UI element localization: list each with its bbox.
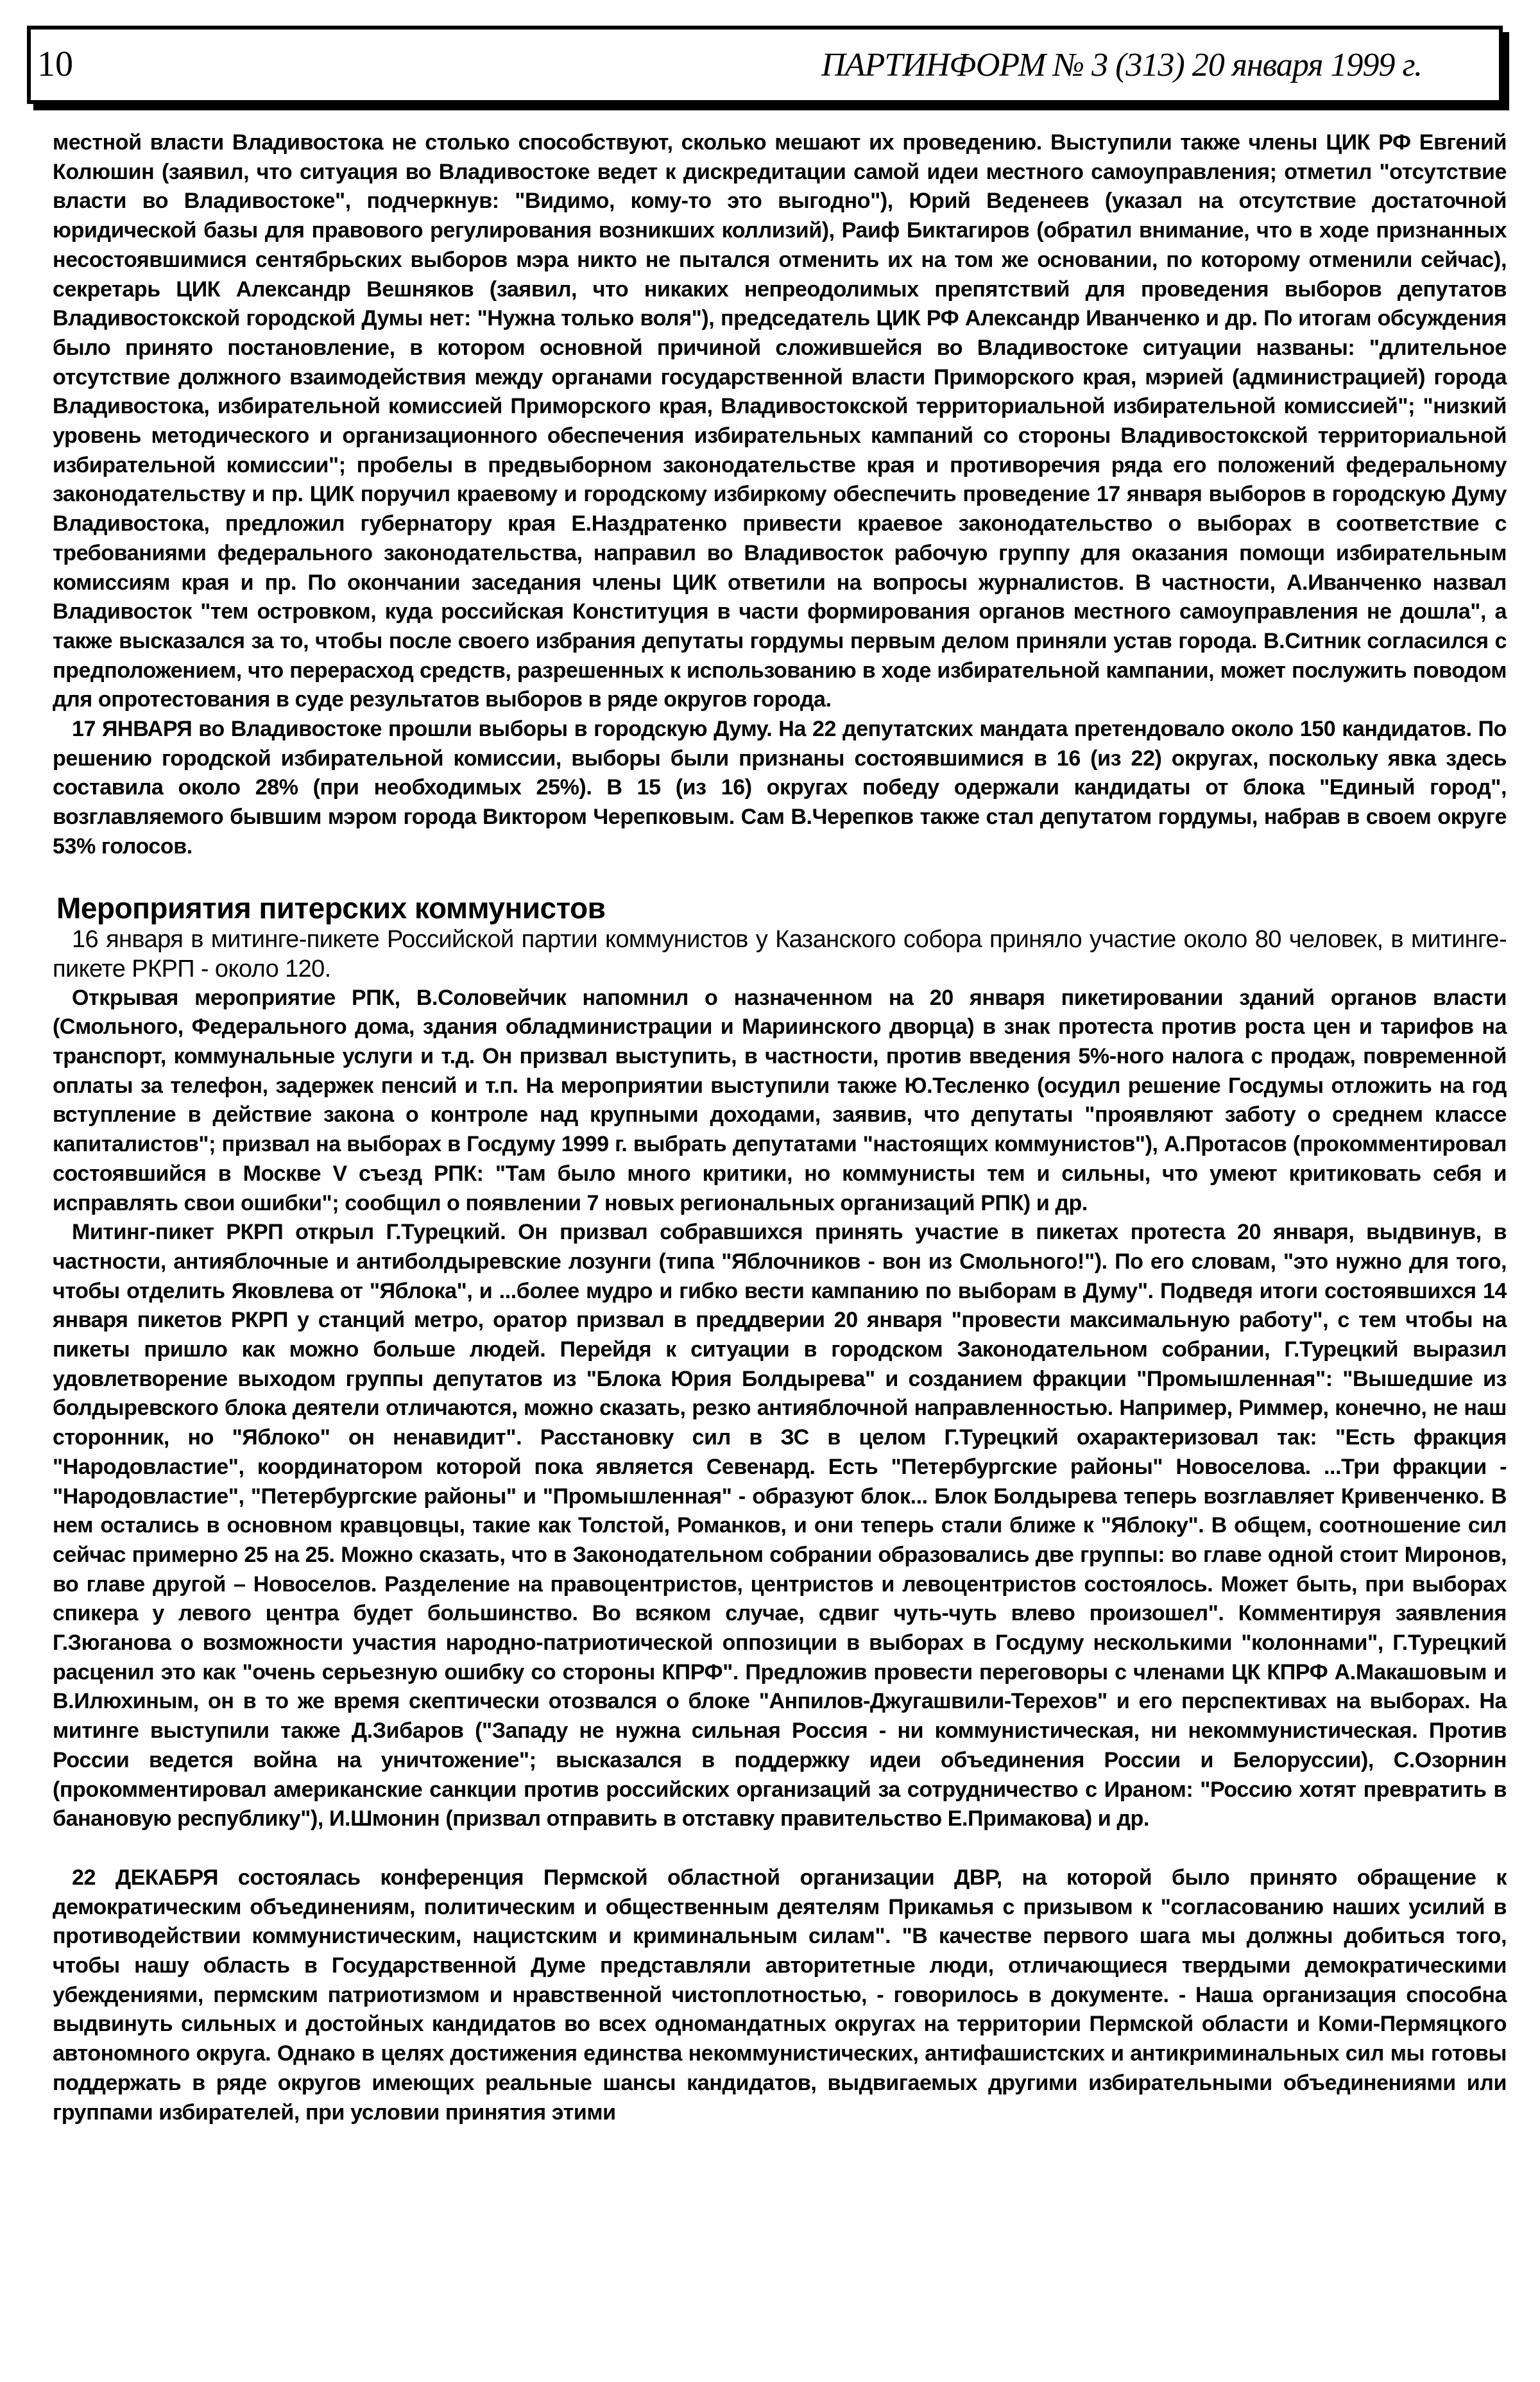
issue-title: ПАРТИНФОРМ № 3 (313) 20 января 1999 г. [821,47,1422,83]
page-number: 10 [37,44,73,84]
article-paragraph: местной власти Владивостока не столько способствуют, сколько мешают их проведению. Выступили также члены ЦИК РФ Евгений Колюшин (заявил, что ситуация во Владивостоке ведет к дискредитации самой идеи местного самоуправления; отметил "отсутствие власти во Владивостоке", подчеркнув: "Видимо, кому-то это выгодно"), Юрий Веденеев (указал на отсутствие достаточной юридической базы для правового регулирования возникших коллизий), Раиф Биктагиров (обратил внимание, что в ходе признанных несостоявшимися сентябрьских выборов мэра никто не пытался отменить их на том же основании, по которому отменили сейчас), секретарь ЦИК Александр Вешняков (заявил, что никаких непреодолимых препятствий для проведения выборов депутатов Владивостокской городской Думы нет: "Нужна только воля"), председатель ЦИК РФ Александр Иванченко и др. По итогам обсуждения было принято постановление, в котором основной причиной сложившейся во Владивостоке ситуации названы: "длительное отсутствие должного взаимодействия между органами государственной власти Приморского края, мэрией (администрацией) города Владивостока, избирательной комиссией Приморского края, Владивостокской территориальной избирательной комиссией"; "низкий уровень методического и организационного обеспечения избирательных кампаний со стороны Владивостокской территориальной избирательной комиссии"; пробелы в предвыборном законодательстве края и противоречия ряда его положений федеральному законодательству и пр. ЦИК поручил краевому и городскому избиркому обеспечить проведение 17 января выборов в городскую Думу Владивостока, предложил губернатору края Е.Наздратенко привести краевое законодательство о выборах в соответствие с требованиями федерального законодательства, направил во Владивосток рабочую группу для оказания помощи избирательным комиссиям края и пр. По окончании заседания члены ЦИК ответили на вопросы журналистов. В частности, А.Иванченко назвал Владивосток "тем островком, куда российская Конституция в части формирования органов местного самоуправления не дошла", а также высказался за то, чтобы после своего избрания депутаты гордумы первым делом приняли устав города. В.Ситник согласился с предположением, что перерасход средств, разрешенных к использованию в ходе избирательной кампании, может послужить поводом для опротестования в суде результатов выборов в ряде округов города. [53,130,1507,712]
paragraph-text: состоялась конференция Пермской областной организации ДВР, на которой было принято обращение к демократическим объединениям, политическим и общественным деятелям Прикамья с призывом к "согласованию наших усилий в противодействии коммунистическим, нацистским и криминальным силам". "В качестве первого шага мы должны добиться того, чтобы нашу область в Государственной Думе представляли авторитетные люди, отличающиеся твердыми демократическими убеждениями, пермским патриотизмом и нравственной чистоплотностью, - говорилось в документе. - Наша организация способна выдвинуть сильных и достойных кандидатов во всех одномандатных округах на территории Пермской области и Коми-Пермяцкого автономного округа. Однако в целях достижения единства некоммунистических, антифашистских и антикриминальных сил мы готовы поддержать в ряде округов имеющих реальные шансы кандидатов, выдвигаемых другими избирательными объединениями или группами избирателей, при условии принятия этими [53,1865,1507,2125]
section-paragraph: Открывая мероприятие РПК, В.Соловейчик напомнил о назначенном на 20 января пикетировании зданий органов власти (Смольного, Федерального дома, здания обладминистрации и Мариинского дворца) в знак протеста против роста цен и тарифов на транспорт, коммунальные услуги и т.д. Он призвал выступить, в частности, против введения 5%-ного налога с продаж, повременной оплаты за телефон, задержек пенсий и т.п. На мероприятии выступили также Ю.Тесленко (осудил решение Госдумы отложить на год вступление в действие закона о контроле над крупными доходами, заявив, что депутаты "проявляют заботу о среднем классе капиталистов"; призвал на выборах в Госдуму 1999 г. выбрать депутатами "настоящих коммунистов"), А.Протасов (прокомментировал состоявшийся в Москве V съезд РПК: "Там было много критики, но коммунисты тем и сильны, что умеют критиковать себя и исправлять свои ошибки"; сообщил о появлении 7 новых региональных организаций РПК) и др. [53,985,1507,1215]
spacer [53,862,1507,891]
date-lead: 22 ДЕКАБРЯ [72,1865,218,1890]
article-paragraph [53,715,1507,862]
section-heading: Мероприятия питерских коммунистов [56,891,606,925]
page-header [27,26,1503,104]
perm-paragraph [53,1864,1507,2127]
paragraph-text: во Владивостоке прошли выборы в городскую Думу. На 22 депутатских мандата претендовало около 150 кандидатов. По решению городской избирательной комиссии, выборы были признаны состоявшимися в 16 (из 22) округах, поскольку явка здесь составила около 28% (при необходимых 25%). В 15 (из 16) округах победу одержали кандидаты от блока "Единый город", возглавляемого бывшим мэром города Виктором Черепковым. Сам В.Черепков также стал депутатом гордумы, набрав в своем округе 53% голосов. [53,717,1507,859]
page-content [53,128,1507,2127]
date-lead: 17 ЯНВАРЯ [72,717,193,742]
section-paragraph: Митинг-пикет РКРП открыл Г.Турецкий. Он призвал собравшихся принять участие в пикетах протеста 20 января, выдвинув, в частности, антияблочные и антиболдыревские лозунги (типа "Яблочников - вон из Смольного!"). По его словам, "это нужно для того, чтобы отделить Яковлева от "Яблока", и ...более мудро и гибко вести кампанию по выборам в Думу". Подведя итоги состоявшихся 14 января пикетов РКРП у станций метро, оратор призвал в преддверии 20 января "провести максимальную работу", с тем чтобы на пикеты пришло как можно больше людей. Перейдя к ситуации в городском Законодательном собрании, Г.Турецкий выразил удовлетворение выходом группы депутатов из "Блока Юрия Болдырева" и созданием фракции "Промышленная": "Вышедшие из болдыревского блока деятели отличаются, можно сказать, резко антияблочной направленностью. Например, Риммер, конечно, не наш сторонник, но "Яблоко" он ненавидит". Расстановку сил в ЗС в целом Г.Турецкий охарактеризовал так: "Есть фракция "Народовластие", координатором которой пока является Севенард. Есть "Петербургские районы" Новоселова. ...Три фракции - "Народовластие", "Петербургские районы" и "Промышленная" - образуют блок... Блок Болдырева теперь возглавляет Кривенченко. В нем остались в основном кравцовцы, такие как Толстой, Романков, и они теперь стали ближе к "Яблоку". В общем, соотношение сил сейчас примерно 25 на 25. Можно сказать, что в Законодательном собрании образовались две группы: во главе одной стоит Миронов, во главе другой – Новоселов. Разделение на правоцентристов, центристов и левоцентристов состоялось. Может быть, при выборах спикера у левого центра будет большинство. Во всяком случае, сдвиг чуть-чуть влево произошел". Комментируя заявления Г.Зюганова о возможности участия народно-патриотической оппозиции в выборах в Госдуму несколькими "колоннами", Г.Турецкий расценил это как "очень серьезную ошибку со стороны КПРФ". Предложив провести переговоры с членами ЦК КПРФ А.Макашовым и В.Илюхиным, он в то же время скептически отозвался о блоке "Анпилов-Джугашвили-Терехов" и его перспективах на выборах. На митинге выступили также Д.Зибаров ("Западу не нужна сильная Россия - ни коммунистическая, ни некоммунистическая. Против России ведется война на уничтожение"; высказался в поддержку идеи объединения России и Белоруссии), С.Озорнин (прокомментировал американские санкции против российских организаций за сотрудничество с Ираном: "Россию хотят превратить в банановую республику"), И.Шмонин (призвал отправить в отставку правительство Е.Примакова) и др. [53,1220,1507,1831]
section-intro: 16 января в митинге-пикете Российской партии коммунистов у Казанского собора приняло участие около 80 человек, в митинге-пикете РКРП - около 120. [53,925,1507,982]
spacer [53,1834,1507,1864]
